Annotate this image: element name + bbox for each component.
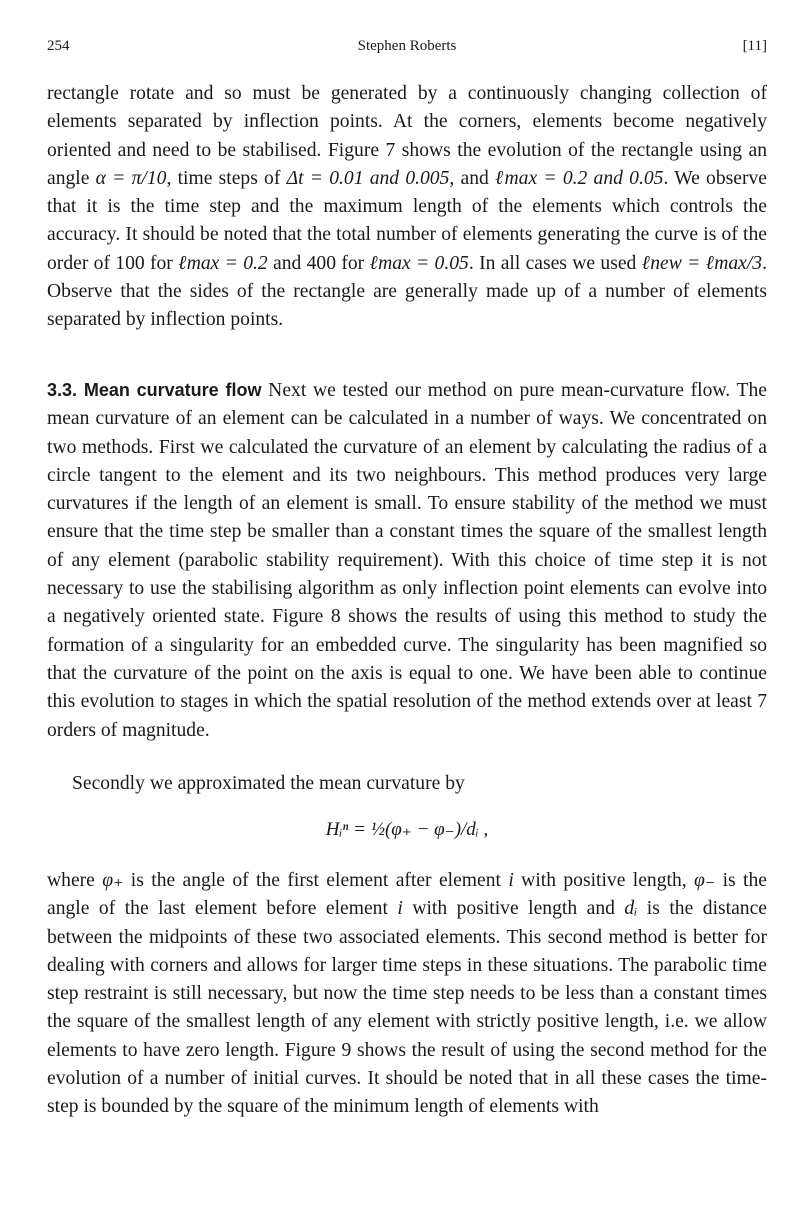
text-run: . Observe that the sides of the rectangle are generally made up of a number of elements separated by inflection points. bbox=[47, 252, 767, 331]
section-heading: 3.3. Mean curvature flow bbox=[47, 380, 262, 400]
equation-mean-curvature: Hᵢⁿ = ½(φ₊ − φ₋)/dᵢ , bbox=[325, 819, 489, 840]
math-alpha: α = π/10 bbox=[95, 167, 167, 189]
text-run: is the distance between the midpoints of these two associated elements. This second method is better for dealing with corners and allows for larger time steps in these situations. The parabolic time step restraint is still necessary, but now the time step needs to be less than a constant times the square of the smallest length of any element with strictly positive length, i.e. we allow elements to have zero length. Figure 9 shows the result of using the second method for the evolution of a number of initial curves. It should be noted that in all these cases the time-step is bounded by the square of the minimum length of elements with bbox=[47, 898, 767, 1118]
math-lnew: ℓnew = ℓmax/3 bbox=[641, 252, 763, 274]
text-run: and 400 for bbox=[267, 252, 370, 274]
paragraph-text: Secondly we approximated the mean curvature by bbox=[72, 773, 465, 794]
text-run: , and bbox=[449, 167, 496, 189]
text-run: where bbox=[47, 870, 103, 891]
math-lmax: ℓmax = 0.2 and 0.05 bbox=[495, 167, 664, 189]
paragraph-second-method-intro bbox=[47, 770, 767, 798]
math-dt: Δt = 0.01 and 0.005 bbox=[286, 167, 450, 189]
math-i: i bbox=[508, 870, 514, 891]
section-ref: [11] bbox=[742, 38, 767, 54]
paragraph-second-method bbox=[47, 867, 767, 1122]
running-head: Stephen Roberts bbox=[357, 38, 457, 54]
paragraph-mean-curvature-flow bbox=[47, 376, 767, 745]
math-phi-minus: φ₋ bbox=[694, 870, 716, 891]
text-run: with positive length, bbox=[513, 870, 695, 891]
math-lmax-02: ℓmax = 0.2 bbox=[178, 252, 268, 274]
paragraph-rectangle-evolution bbox=[47, 80, 767, 335]
page-number: 254 bbox=[47, 38, 70, 54]
math-phi-plus: φ₊ bbox=[102, 870, 124, 891]
math-lmax-005: ℓmax = 0.05 bbox=[369, 252, 469, 274]
text-run: , time steps of bbox=[166, 167, 287, 189]
text-run: . In all cases we used bbox=[468, 252, 642, 274]
text-run: rectangle rotate and so must be generated by a continuously changing collection of elements separated by inflection points. At the corners, elements become negatively oriented and need to be stabilised. Figure 7 shows the evolution of the rectangle using an angle bbox=[47, 83, 767, 189]
math-di: dᵢ bbox=[624, 898, 638, 920]
math-i: i bbox=[397, 898, 403, 920]
text-run: is the angle of the last element before element bbox=[47, 870, 767, 920]
page-header bbox=[47, 38, 767, 60]
text-run: is the angle of the first element after element bbox=[123, 870, 509, 891]
text-run: with positive length and bbox=[402, 898, 625, 920]
text-run: . We observe that it is the time step and the maximum length of the elements which controls the accuracy. It should be noted that the total number of elements generating the curve is of the order of 100 for bbox=[47, 167, 767, 274]
paragraph-text: Next we tested our method on pure mean-curvature flow. The mean curvature of an element can be calculated in a number of ways. We concentrated on two methods. First we calculated the curvature of an element by calculating the radius of a circle tangent to the element and its two neighbours. This method produces very large curvatures if the length of an element is small. To ensure stability of the method we must ensure that the time step be smaller than a constant times the square of the smallest length of any element (parabolic stability requirement). With this choice of time step it is not necessary to use the stabilising algorithm as only inflection point elements can evolve into a negatively oriented state. Figure 8 shows the results of using this method to study the formation of a singularity for an embedded curve. The singularity has been magnified so that the curvature of the point on the axis is equal to one. We have been able to continue this evolution to stages in which the spatial resolution of the method extends over at least 7 orders of magnitude. bbox=[47, 380, 768, 741]
